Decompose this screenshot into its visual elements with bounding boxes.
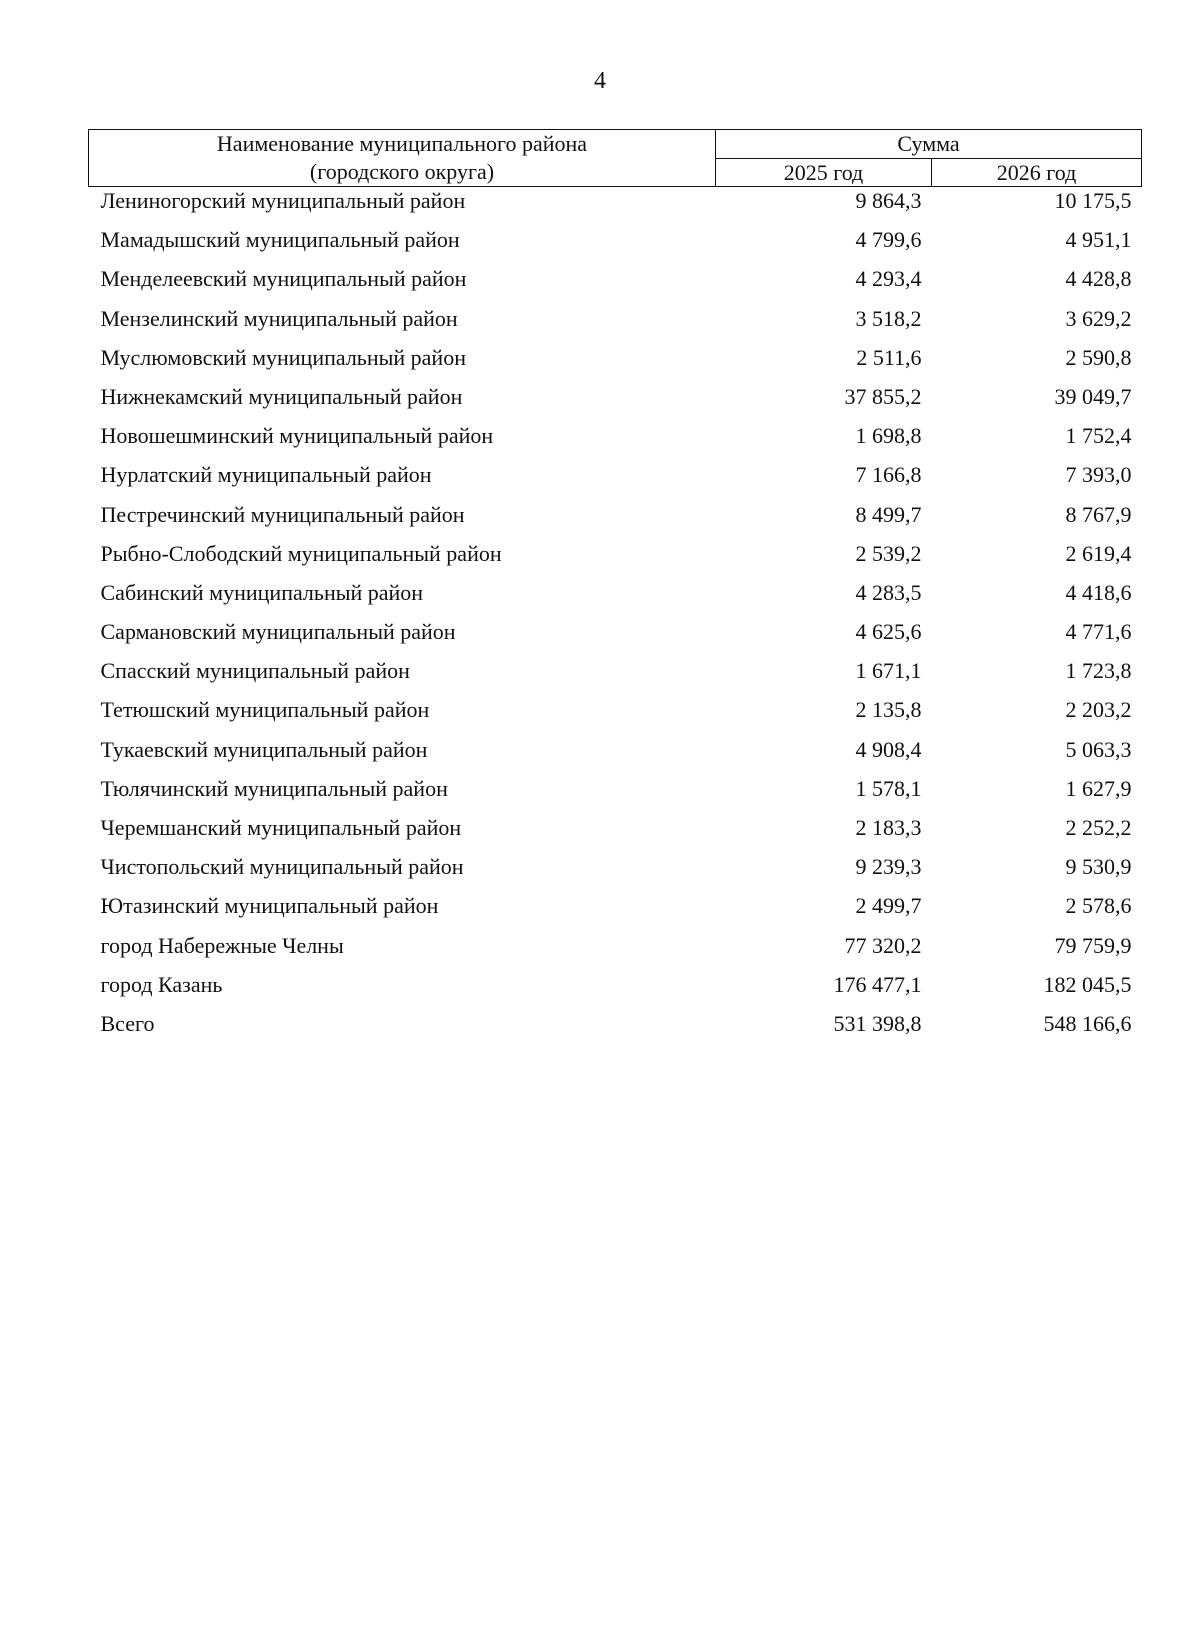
row-value-2026: 2 252,2	[1065, 815, 1132, 840]
row-value-2026: 548 166,6	[1043, 1010, 1132, 1036]
column-header-name-line1: Наименование муниципального района	[216, 131, 588, 156]
row-name: город Казань	[100, 971, 223, 997]
row-name: Рыбно-Слободский муниципальный район	[100, 540, 502, 566]
row-name: Муслюмовский муниципальный район	[100, 344, 466, 370]
table-row	[89, 892, 1142, 931]
table-row	[89, 579, 1142, 618]
row-name: Всего	[100, 1010, 155, 1036]
row-name: город Набережные Челны	[100, 932, 344, 958]
table-row	[89, 305, 1142, 344]
row-name: Чистопольский муниципальный район	[100, 854, 464, 880]
row-value-2026: 1 627,9	[1065, 775, 1132, 801]
row-name: Тетюшский муниципальный район	[100, 697, 430, 723]
row-value-2025: 7 166,8	[855, 462, 922, 488]
row-value-2025: 9 864,3	[855, 188, 922, 213]
row-value-2025: 2 511,6	[856, 344, 922, 370]
row-value-2025: 2 183,3	[855, 815, 922, 840]
table-row	[89, 187, 1142, 227]
row-name: Нижнекамский муниципальный район	[100, 383, 463, 409]
row-value-2026: 8 767,9	[1065, 501, 1132, 527]
row-value-2026: 2 578,6	[1065, 893, 1132, 919]
row-value-2025: 176 477,1	[833, 971, 922, 997]
page-number: 4	[594, 68, 606, 94]
row-value-2025: 4 625,6	[855, 619, 922, 645]
row-value-2025: 8 499,7	[855, 501, 922, 527]
row-name: Ютазинский муниципальный район	[100, 893, 439, 919]
row-value-2026: 2 619,4	[1065, 540, 1132, 566]
table-row	[89, 618, 1142, 657]
table-row	[89, 422, 1142, 461]
table-row	[89, 853, 1142, 892]
table-row	[89, 461, 1142, 500]
table-row	[89, 226, 1142, 265]
row-name: Лениногорский муниципальный район	[100, 188, 466, 213]
row-value-2025: 2 135,8	[855, 697, 922, 723]
row-value-2026: 5 063,3	[1065, 736, 1132, 762]
row-value-2025: 3 518,2	[855, 305, 922, 331]
column-header-name	[89, 130, 716, 187]
row-value-2025: 1 698,8	[855, 423, 922, 449]
row-value-2025: 4 908,4	[855, 736, 922, 762]
table-row	[89, 814, 1142, 853]
row-name: Спасский муниципальный район	[100, 658, 410, 684]
column-header-2025: 2025 год	[716, 159, 932, 187]
row-value-2025: 531 398,8	[833, 1010, 922, 1036]
row-name: Сармановский муниципальный район	[100, 619, 456, 645]
row-value-2025: 9 239,3	[855, 854, 922, 880]
row-name: Пестречинский муниципальный район	[100, 501, 465, 527]
row-name: Черемшанский муниципальный район	[100, 815, 462, 840]
row-value-2026: 3 629,2	[1065, 305, 1132, 331]
table-row	[89, 265, 1142, 304]
row-name: Мамадышский муниципальный район	[100, 227, 460, 253]
table-row	[89, 696, 1142, 735]
table-row	[89, 657, 1142, 696]
row-value-2026: 2 203,2	[1065, 697, 1132, 723]
column-header-2026: 2026 год	[932, 159, 1142, 187]
table-row	[89, 383, 1142, 422]
row-value-2026: 1 723,8	[1065, 658, 1132, 684]
row-value-2026: 7 393,0	[1065, 462, 1132, 488]
row-value-2026: 10 175,5	[1054, 188, 1132, 213]
row-value-2026: 4 418,6	[1065, 579, 1132, 605]
row-name: Новошешминский муниципальный район	[100, 423, 494, 449]
row-name: Нурлатский муниципальный район	[100, 462, 432, 488]
row-value-2025: 1 671,1	[855, 658, 922, 684]
row-value-2026: 1 752,4	[1065, 423, 1132, 449]
table-row	[89, 775, 1142, 814]
municipal-sums-table	[88, 129, 1142, 1049]
row-name: Тюлячинский муниципальный район	[100, 775, 448, 801]
table-row	[89, 501, 1142, 540]
table-row	[89, 1010, 1142, 1049]
table-row	[89, 344, 1142, 383]
row-value-2025: 4 293,4	[855, 266, 922, 292]
row-value-2026: 4 771,6	[1065, 619, 1132, 645]
table-row	[89, 540, 1142, 579]
row-value-2025: 4 283,5	[855, 579, 922, 605]
row-value-2025: 77 320,2	[844, 932, 922, 958]
row-value-2025: 2 539,2	[855, 540, 922, 566]
row-value-2026: 4 951,1	[1065, 227, 1132, 253]
column-header-name-line2: (городского округа)	[309, 159, 495, 184]
table-row	[89, 932, 1142, 971]
row-value-2025: 37 855,2	[844, 383, 922, 409]
row-value-2026: 182 045,5	[1043, 971, 1132, 997]
row-value-2026: 4 428,8	[1065, 266, 1132, 292]
row-value-2025: 1 578,1	[855, 775, 922, 801]
row-name: Сабинский муниципальный район	[100, 579, 424, 605]
table-body	[89, 187, 1142, 1050]
table-header	[89, 130, 1142, 187]
table-row	[89, 971, 1142, 1010]
row-name: Мензелинский муниципальный район	[100, 305, 458, 331]
row-value-2026: 9 530,9	[1065, 854, 1132, 880]
row-value-2025: 4 799,6	[855, 227, 922, 253]
row-value-2026: 79 759,9	[1054, 932, 1132, 958]
row-value-2025: 2 499,7	[855, 893, 922, 919]
row-value-2026: 2 590,8	[1065, 344, 1132, 370]
row-name: Тукаевский муниципальный район	[100, 736, 428, 762]
column-header-sum: Сумма	[716, 130, 1142, 159]
row-name: Менделеевский муниципальный район	[100, 266, 467, 292]
row-value-2026: 39 049,7	[1054, 383, 1132, 409]
table-row	[89, 736, 1142, 775]
